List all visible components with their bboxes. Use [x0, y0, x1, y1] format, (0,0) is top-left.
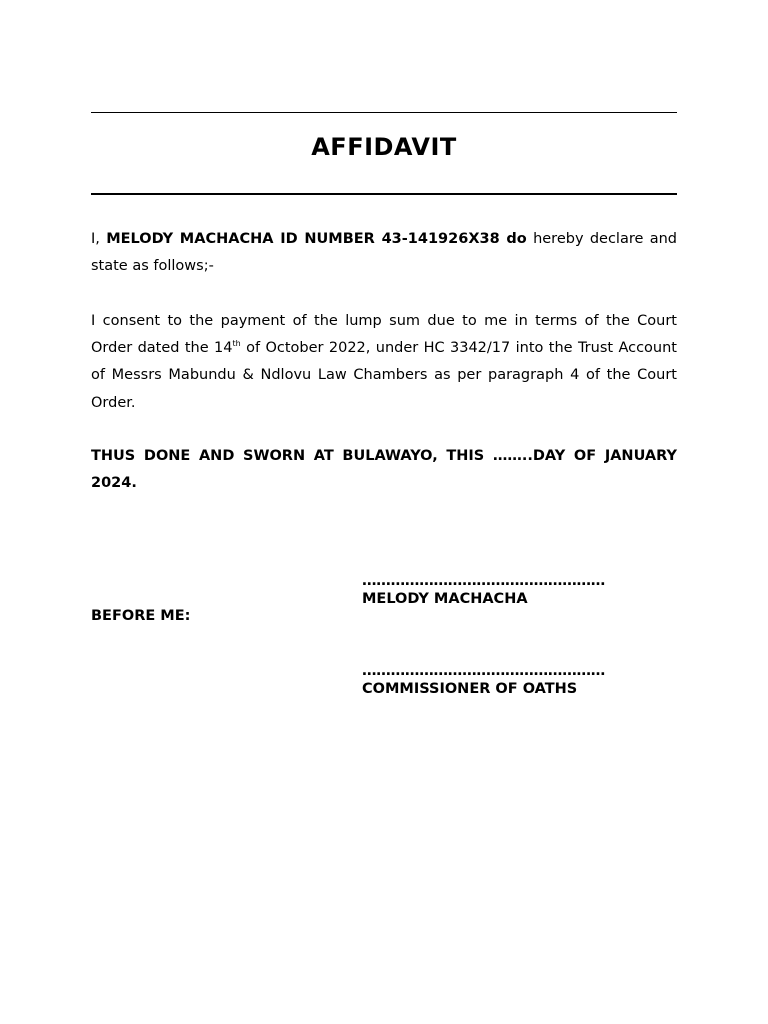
- commissioner-signature-block: [362, 662, 605, 698]
- commissioner-signature-line: ……………………………………………: [362, 663, 606, 679]
- declaration-paragraph: [91, 226, 677, 280]
- consent-text-part2: of October 2022, under HC 3342/17 into the Trust Account of Messrs Mabundu & Ndlovu Law Chambers as per paragraph 4 of the Court Order.: [91, 340, 677, 411]
- deponent-signature-block: [362, 572, 605, 608]
- declaration-prefix: I,: [91, 231, 107, 247]
- consent-text-part1: I consent to the payment of the lump sum due to me in terms of the Court Order dated the 14: [91, 313, 677, 357]
- deponent-signature-line: ……………………………………………: [362, 573, 606, 589]
- sworn-statement: THUS DONE AND SWORN AT BULAWAYO, THIS ……..DAY OF JANUARY 2024.: [91, 448, 677, 492]
- declaration-suffix: hereby declare and state as follows;-: [91, 231, 677, 275]
- deponent-identity: MELODY MACHACHA ID NUMBER 43-141926X38 do: [106, 231, 527, 247]
- deponent-name: MELODY MACHACHA: [362, 591, 528, 607]
- title-bottom-rule: [91, 193, 677, 195]
- consent-paragraph: [91, 308, 677, 417]
- before-me-label: BEFORE ME:: [91, 608, 191, 624]
- document-title: AFFIDAVIT: [311, 133, 457, 161]
- commissioner-title: COMMISSIONER OF OATHS: [362, 681, 578, 697]
- ordinal-suffix: th: [232, 339, 241, 349]
- title-top-rule: [91, 112, 677, 113]
